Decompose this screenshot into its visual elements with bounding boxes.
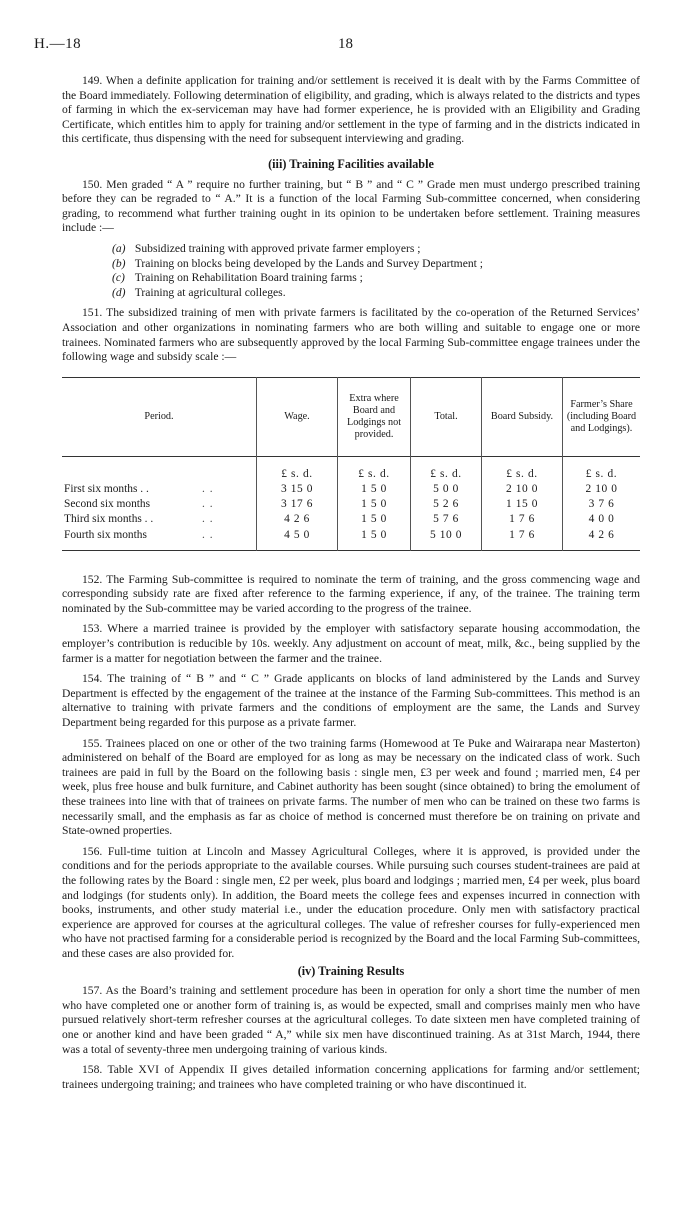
- wage-subsidy-table: [62, 377, 640, 551]
- units-spacer: [62, 456, 257, 482]
- period-cell: [62, 528, 257, 551]
- table-header-row: [62, 377, 640, 456]
- column-header-wage: Wage.: [257, 377, 338, 456]
- subsidy-cell: 1 7 6: [482, 528, 563, 551]
- period-cell: [62, 482, 257, 497]
- units-label: £ s. d.: [563, 456, 641, 482]
- list-item-text: Training on Rehabilitation Board training farms ;: [134, 271, 363, 285]
- column-header-period: Period.: [144, 410, 174, 422]
- units-label: £ s. d.: [338, 456, 411, 482]
- column-header-farmer-share: Farmer’s Share (including Board and Lodgings).: [563, 377, 641, 456]
- paragraph-154: 154. The training of “ B ” and “ C ” Grade applicants on blocks of land administered by the Lands and Survey Department is effected by the engagement of the trainee at the instance of the Farming Sub-committees. This method is an alternative to training with private farmers and the conditions of employment are the same, the Lands and Survey Department being regarded for this purpose as a private farmer.: [62, 672, 640, 730]
- farmer-share-cell: 4 2 6: [563, 528, 641, 551]
- leader-dots: . .: [202, 482, 214, 495]
- extra-cell: 1 5 0: [338, 482, 411, 497]
- units-label: £ s. d.: [411, 456, 482, 482]
- currency-units-row: [62, 456, 640, 482]
- list-item-text: Training at agricultural colleges.: [134, 285, 286, 299]
- table-row: [62, 528, 640, 551]
- leader-dots: . .: [202, 498, 214, 511]
- paragraph-156: 156. Full-time tuition at Lincoln and Massey Agricultural Colleges, where it is approved, is provided under the conditions and for the periods appropriate to the available courses. While pursuing such courses student-trainees are paid at the following rates by the Board : single men, £2 per week, plus board and lodgings ; married men, £4 per week, plus board and lodgings (for students only). In addition, the Board meets the college fees and expenses incurred in connection with books, instruments, and other study material i.e., under the education procedure. Only men with satisfactory practical experience are approved for courses at the agricultural colleges. The value of refresher courses for fully-experienced men who have not practised farming for a considerable period is recognized by the Board and the local Farming Sub-committees, and these cases are also provided for.: [62, 844, 640, 960]
- farmer-share-cell: 2 10 0: [563, 482, 641, 497]
- page-number: 18: [338, 36, 353, 52]
- section-heading-training-facilities: (iii) Training Facilities available: [268, 156, 434, 171]
- leader-dots: . .: [202, 513, 214, 526]
- wage-cell: 3 17 6: [257, 497, 338, 512]
- extra-cell: 1 5 0: [338, 528, 411, 551]
- list-item-text: Subsidized training with approved private farmer employers ;: [134, 241, 421, 255]
- wage-cell: 4 5 0: [257, 528, 338, 551]
- list-item: [112, 286, 640, 301]
- subsidy-cell: 1 15 0: [482, 497, 563, 512]
- paragraph-152: 152. The Farming Sub-committee is required to nominate the term of training, and the gross commencing wage and corresponding subsidy rate are fixed after reference to the farming experience, if any, of the trainee. The training term nominated by the Sub-committee may be varied according to the progress of the trainee.: [62, 572, 640, 615]
- list-item-text: Training on blocks being developed by the Lands and Survey Department ;: [134, 256, 483, 270]
- list-item: [112, 242, 640, 257]
- table-row: [62, 482, 640, 497]
- column-header-extra: Extra where Board and Lodgings not provided.: [338, 377, 411, 456]
- subsidy-cell: 1 7 6: [482, 512, 563, 527]
- units-label: £ s. d.: [482, 456, 563, 482]
- leader-dots: . .: [202, 528, 214, 541]
- list-item: [112, 271, 640, 286]
- subsidy-cell: 2 10 0: [482, 482, 563, 497]
- list-item-label: (c): [112, 271, 125, 285]
- farmer-share-cell: 3 7 6: [563, 497, 641, 512]
- body-text: [62, 74, 640, 1098]
- total-cell: 5 7 6: [411, 512, 482, 527]
- section-heading-training-results: (iv) Training Results: [297, 963, 405, 978]
- period-label: First six months . .: [64, 482, 149, 495]
- extra-cell: 1 5 0: [338, 497, 411, 512]
- paragraph-149: 149. When a definite application for training and/or settlement is received it is dealt with by the Farms Committee of the Board immediately. Following determination of eligibility, and grading, which is always related to the districts and types of farming in which the ex-serviceman may have had former experience, he is provided with an Eligibility and Grading Certificate, which entitles him to apply for training and/or settlement in the type of farming and in the districts indicated in this certificate, thus dispensing with the need for subsequent interviewing and grading.: [62, 74, 640, 146]
- training-measures-list: [62, 242, 640, 300]
- paragraph-151: 151. The subsidized training of men with private farmers is facilitated by the co-operation of the Returned Services’ Association and other organizations in nominating farmers who are both willing and suitable to engage one or more trainees. Nominated farmers who are subsequently approved by the local Farming Sub-committee engage trainees under the following wage and subsidy scale :—: [62, 306, 640, 364]
- units-label: £ s. d.: [257, 456, 338, 482]
- period-label: Second six months: [64, 498, 151, 511]
- column-header-total: Total.: [411, 377, 482, 456]
- period-label: Fourth six months: [64, 528, 147, 541]
- wage-cell: 4 2 6: [257, 512, 338, 527]
- table-row: [62, 497, 640, 512]
- paragraph-150: 150. Men graded “ A ” require no further training, but “ B ” and “ C ” Grade men must undergo prescribed training before they can be regraded to “ A.” It is a function of the local Farming Sub-committee concerned, when considering grading, to recommend what further training ought in its opinion to be undertaken before settlement. Training measures include :—: [62, 177, 640, 235]
- report-reference: H.—18: [34, 36, 82, 52]
- list-item-label: (b): [112, 256, 126, 270]
- paragraph-153: 153. Where a married trainee is provided by the employer with satisfactory separate housing accommodation, the employer’s contribution is reducible by 10s. weekly. Any adjustment on account of meat, milk, &c., being supplied by the farmer is a matter for negotiation between the farmer and the trainee.: [62, 622, 640, 665]
- list-item-label: (d): [112, 285, 126, 299]
- total-cell: 5 2 6: [411, 497, 482, 512]
- extra-cell: 1 5 0: [338, 512, 411, 527]
- total-cell: 5 0 0: [411, 482, 482, 497]
- wage-cell: 3 15 0: [257, 482, 338, 497]
- column-header-board-subsidy: Board Subsidy.: [482, 377, 563, 456]
- list-item: [112, 257, 640, 272]
- farmer-share-cell: 4 0 0: [563, 512, 641, 527]
- table-row: [62, 512, 640, 527]
- period-cell: [62, 497, 257, 512]
- period-cell: [62, 512, 257, 527]
- total-cell: 5 10 0: [411, 528, 482, 551]
- period-label: Third six months . .: [64, 513, 154, 526]
- paragraph-157: 157. As the Board’s training and settlement procedure has been in operation for only a short time the number of men who have completed one or another form of training is, as would be expected, small and comprises mainly men who have pursued relatively short-term refresher courses at the agricultural colleges. To date sixteen men have completed training of one or another kind and have been graded “ A,” while six men have discontinued training. As at 31st March, 1944, there was a total of seventy-three men undergoing training of various kinds.: [62, 984, 640, 1056]
- paragraph-155: 155. Trainees placed on one or other of the two training farms (Homewood at Te Puke and Wairarapa near Masterton) administered on behalf of the Board are employed for as long as may be necessary on the indicated class of work. Such trainees are paid in full by the Board on the following basis : single men, £3 per week and found ; married men, £4 per week, plus free house and bulk furniture, and Cabinet authority has been sought (since obtained) to bring the emolument of these trainees into line with that of trainees on private farms. The number of men who can be trained on these two farms is necessarily small, and the emphasis as far as choice of method is concerned must therefore be on training on private and State-owned properties.: [62, 736, 640, 838]
- list-item-label: (a): [112, 241, 126, 255]
- paragraph-158: 158. Table XVI of Appendix II gives detailed information concerning applications for farming and/or settlement; trainees undergoing training; and trainees who have completed training or who have discontinued it.: [62, 1063, 640, 1091]
